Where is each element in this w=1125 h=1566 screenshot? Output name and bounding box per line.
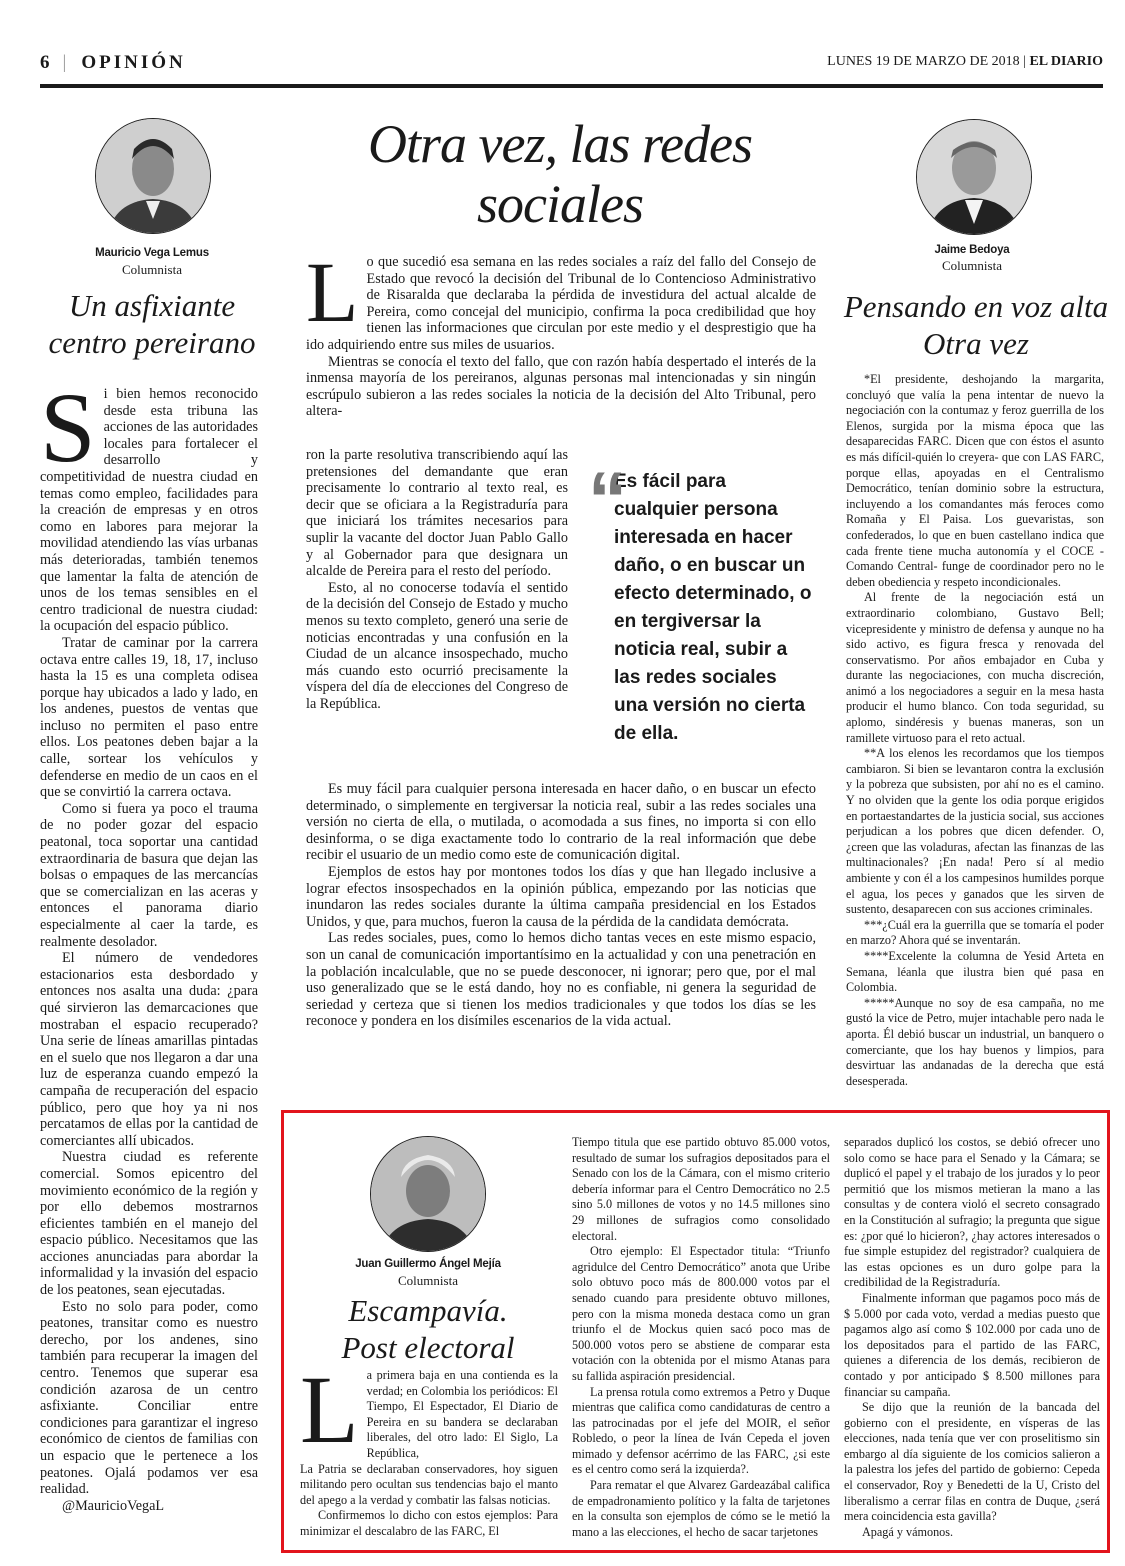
quote-mark-icon: “ <box>588 455 627 543</box>
paragraph: ****Excelente la columna de Yesid Arteta en Semana, léanla que ilustra bien qué pasa en Colombia. <box>846 948 1104 995</box>
column-title-line: Pensando en voz alta <box>843 289 1109 324</box>
paragraph: La Patria se declaraban conservadores, hoy siguen militando pero ocultan sus tendencias bajo el manto del apego a la verdad y combatir las falsas noticias. <box>300 1461 558 1507</box>
paragraph: Es muy fácil para cualquier persona interesada en hacer daño, o en buscar un efecto determinado, o simplemente en tergiversar la noticia real, subir a las redes sociales una versión no cierta de ella, o mutilada, o acomodada a sus fines, no importa si con ello desinforma, o se diga exactamente todo lo contrario de la real información que debe recibir el usuario de un medio como este de comunicación digital. <box>306 781 816 864</box>
pull-quote-text: Es fácil para cualquier persona interesada en hacer daño, o en buscar un efecto determinado, o en tergiversar la noticia real, subir a las redes sociales una versión no cierta de ella. <box>614 471 812 744</box>
portrait-icon <box>96 119 210 233</box>
author-name: Juan Guillermo Ángel Mejía <box>355 1258 501 1270</box>
paragraph: Apagá y vámonos. <box>862 1524 954 1539</box>
column-title <box>836 288 1116 362</box>
section-name: OPINIÓN <box>81 52 186 73</box>
drop-cap: L <box>300 1356 359 1463</box>
paragraph: Tiempo titula que ese partido obtuvo 85.000 votos, resultado de sumar los sufragios depositados para el Senado con los de la Cámara, con el mismo criterio debería informar para el Centro Democrático no 2.5 sino 5.0 millones de votos y no 14.5 millones sino 29 millones de sufragios como consolidado electoral. <box>572 1135 830 1243</box>
paragraph: Nuestra ciudad es referente comercial. Somos epicentro del movimiento económico de la región y por ello debemos mostrarnos eficientes también en el manejo del espacio público. Necesitamos que las acciones anunciadas para abordar la informalidad y la invasión del espacio de los peatones, sean ejecutadas. <box>40 1149 258 1299</box>
column-body-vega <box>40 372 258 1514</box>
paragraph: Ejemplos de estos hay por montones todos los días y que han llegado inclusive a lograr efectos insospechados en la opinión pública, empezando por las noticias que inundaron las redes sociales durante la última campaña presidencial en los Estados Unidos, y que, para muchos, fueron la causa de la pérdida de la candidata demócrata. <box>306 863 816 930</box>
author-role: Columnista <box>122 262 182 277</box>
column-title <box>300 1292 556 1366</box>
author-role: Columnista <box>942 258 1002 273</box>
author-role: Columnista <box>398 1273 458 1288</box>
paragraph: Mientras se conocía el texto del fallo, que con razón había despertado el interés de la inmensa mayoría de los pereiranos, algunas personas mal intencionadas y sin ningún escrúpulo subieron a las redes sociales la noticia de la decisión del Alto Tribunal, pero altera- <box>306 353 816 420</box>
article-headline <box>290 114 830 234</box>
author-name: Jaime Bedoya <box>934 244 1010 256</box>
paragraph: Tratar de caminar por la carrera octava entre calles 19, 18, 17, incluso hasta la 15 es una completa odisea porque hay ubicados a lado y lado, en los andenes, puestos de ventas que incluso no permiten el paso entre ellos. Los peatones deben bajar a la calle, sortear los vehículos y defenderse en medio de un caos en el que se convirtió la carrera octava. <box>40 634 258 801</box>
column-body-bedoya <box>846 372 1104 1089</box>
drop-cap: L <box>306 244 359 340</box>
column-title-line: Otra vez <box>923 326 1029 361</box>
paragraph: La prensa rotula como extremos a Petro y Duque mientras que califica como candidaturas de centro a las patrocinadas por el jefe del MOIR, el señor Robledo, o peor la línea de Iván Cepeda el joven mimado y defensor acérrimo de las FARC, ¿si este es el centro como será la izquierda?. <box>572 1384 830 1477</box>
author-name: Mauricio Vega Lemus <box>95 247 209 259</box>
paragraph: Finalmente informan que pagamos poco más de $ 5.000 por cada voto, verdad a medias puesto que pagamos algo así como $ 102.000 por cada uno de los depositados para el partido de las FARC, quienes a diferencia de los demás, recibieron de contado y por anticipado $ 8.500 millones para financiar su campaña. <box>844 1290 1100 1399</box>
article-body-narrow <box>306 447 568 713</box>
paragraph: Esto, al no conocerse todavía el sentido de la decisión del Consejo de Estado y mucho menos su texto completo, generó una serie de noticias encontradas y una confusión en la Ciudad de un alcance insospechado, mucho más cuando esto ocurrió precisamente la víspera del día de elecciones del Congreso de la República. <box>306 579 568 712</box>
paragraph: El número de vendedores estacionarios esta desbordado y entonces nos asalta una duda: ¿para qué sirvieron las demarcaciones que mostraban el espacio recuperado? Una serie de líneas amarillas pintadas en el suelo que nos llegaron a dar una luz de esperanza cuando empezó la campaña de recuperación del espacio público, pero que hoy ya ni nos percatamos de ellas por la cantidad de comerciantes allí ubicados. <box>40 950 258 1149</box>
author-photo-angel <box>370 1136 486 1252</box>
column-body-angel-3 <box>844 1135 1100 1540</box>
headline-line: Otra vez, las redes <box>368 114 752 174</box>
header-rule <box>40 84 1103 88</box>
column-title-line: Post electoral <box>341 1330 515 1365</box>
paragraph: separados duplicó los costos, se debió ofrecer uno solo como se hace para el Senado y la Cámara; se duplicó el papel y el trabajo de los jurados y lo peor permitió que los mismos metieran la mano a las consultas y de contera violó el secreto consagrado en la Constitución al sufragio; la pregunta que sigue es: ¿por qué lo hicieron?, ¿hay actores interesados o fue simple estupidez del registrador? cualquiera de las estas opciones es un duro golpe para la credibilidad de la Registraduría. <box>844 1135 1100 1290</box>
page-header-right: LUNES 19 DE MARZO DE 2018 | EL DIARIO <box>827 54 1103 69</box>
paragraph: Esto no solo para poder, como peatones, transitar como es nuestro derecho, por los andenes, sino también para recuperar la imagen del centro. Tenemos que superar esa condición azarosa de un centro asfixiante. Conciliar entre condiciones para garantizar el ingreso económico de cientos de familias con un espacio que le pertenece a los peatones. Ojalá podamos ver esa realidad. <box>40 1298 258 1498</box>
issue-date: LUNES 19 DE MARZO DE 2018 <box>827 54 1020 69</box>
page-number: 6 <box>40 52 53 73</box>
column-title-line: Escampavía. <box>348 1293 508 1328</box>
column-body-angel-2 <box>572 1135 830 1540</box>
paragraph: Para rematar el que Alvarez Gardeazábal califica de empadronamiento político y la falta de tarjetones en la consulta son ejemplos de cómo se le metió la mano a las elecciones, el hecho de sacar tarjetones <box>572 1478 830 1539</box>
paragraph: ***¿Cuál era la guerrilla que se tomaría el poder en marzo? Ahora qué se inventarán. <box>846 917 1104 948</box>
article-body-top <box>306 244 816 420</box>
paragraph: Confirmemos lo dicho con estos ejemplos: Para minimizar el descalabro de las FARC, El <box>300 1508 558 1538</box>
column-title <box>40 287 264 361</box>
paragraph: a primera baja en una contienda es la verdad; en Colombia los periódicos: El Tiempo, El Espectador, El Diario de Pereira en su bandera se declaraban liberales, del otro lado: El Siglo, La República, <box>366 1368 558 1460</box>
portrait-icon <box>371 1137 485 1251</box>
page-header-left <box>40 52 186 74</box>
paragraph: i bien hemos reconocido desde esta tribuna las acciones de las autoridades locales para fortalecer el desarrollo y competitividad de nuestra ciudad en temas como empleo, facilidades para la creación de empresas y en otros como en labores para mejorar la movilidad atendiendo las vías urbanas más deterioradas, también tenemos que lamentar la falta de atención de unos de los temas sensibles en el centro tradicional de nuestra ciudad: la ocupación del espacio público. <box>40 386 258 635</box>
drop-cap: S <box>40 372 96 483</box>
portrait-icon <box>917 120 1031 234</box>
paragraph: ron la parte resolutiva transcribiendo aquí las pretensiones del demandante que eran precisamente lo contrario al texto real, es decir que se oficiara a la Registraduría para que iniciará los trámites necesarios para suplir la vacante del doctor Juan Pablo Gallo y al Gobernador para que designara un alcalde de Pereira para el resto del período. <box>306 447 568 580</box>
paragraph: *El presidente, deshojando la margarita, concluyó que valía la pena intentar de nuevo la negociación con la contumaz y feroz guerrilla de los Elenos, surgida por la misma época que las desaparecidas FARC. Dicen que con éstos el asunto es más difícil-quién lo creyera- que con LAS FARC, porque ellas, apoyadas en el Centralismo Democrático, tenían dominio sobre la estructura, incluyendo a los comandantes más feroces como Romaña y El Paisa. Los guevaristas, son confederados, lo que en buen castellano indica que cada frente tiene mucha autonomía y el COCE -Comando Central- funge de coordinador pero no le deben obediencia y respeto incondicionales. <box>846 372 1104 589</box>
headline-line: sociales <box>477 174 643 234</box>
paragraph: *****Aunque no soy de esa campaña, no me gustó la vice de Petro, mujer intachable pero nada le aporta. Él debió buscar un industrial, un banquero o comerciante, que los hay buenos y limpios, para desvirtuar las andanadas de la derecha que está desesperada. <box>846 995 1104 1088</box>
paragraph: Las redes sociales, pues, como lo hemos dicho tantas veces en este mismo espacio, son un canal de comunicación importantísimo en la actualidad y con una penetración en la población incalculable, que no se puede desconocer, ni ignorar; pero que, por el mal uso generalizado que se le está dando, hoy no es confiable, ni genera la seguridad de seriedad y certeza que si tienen los medios tradicionales y que todos los días se les reconoce y pondera en los disímiles escenarios de la vida actual. <box>306 930 816 1030</box>
pull-quote <box>588 455 813 748</box>
paragraph: Al frente de la negociación está un extraordinario colombiano, Gustavo Bell; vicepresidente y ministro de defensa y aunque no ha sido activo, es figura fresca y renovada del conservatismo. Por años embajador en Cuba y durante las negociaciones, con mucha discreción, animó a los negociadores a seguir en la mesa hasta producir el humo blanco. Con toda seguridad, su aplomo, sindéresis y buenas maneras, son un ramillete virtuoso para el reto actual. <box>846 590 1104 745</box>
twitter-handle: @MauricioVegaL <box>62 1497 165 1514</box>
header-divider: | <box>62 52 70 73</box>
paragraph: Otro ejemplo: El Espectador titula: “Triunfo agridulce del Centro Democrático” anota que Uribe solo obtuvo poco más de 800.000 votos par el senado cuando para presidente obtuvo millones, pero con la misma moneda destaca como un gran triunfo el de Mockus quien sacó poco mas de 500.000 votos pero se abstiene de comparar esta votación con la obtenida por el mismo Atanas para su fallida aspiración presidencial. <box>572 1244 830 1383</box>
author-photo-vega <box>95 118 211 234</box>
paragraph: o que sucedió esa semana en las redes sociales a raíz del fallo del Consejo de Estado que revocó la decisión del Tribunal de lo Contencioso Administrativo de Risaralda que declaraba la pérdida de investidura del actual alcalde de Pereira, como concejal del municipio, confirma la poca credibilidad que hoy tienen las informaciones que circulan por este medio y el desprestigio que ha ido adquiriendo entre sus miles de usuarios. <box>306 254 816 353</box>
paragraph: **A los elenos les recordamos que los tiempos cambiaron. Si bien se levantaron contra la exclusión y la pobreza que subsisten, por ahí no es el camino. Y no olviden que la gente los odia porque erigidos en portaestandartes de la justicia social, sus acciones perjudican a los pobres que dicen defender. O, ¿creen que las voladuras, afectan las finanzas de las multinacionales? ¡En nada! Pero sí al medio ambiente y con él a los campesinos humildes porque el agua, los peces y ganados que les sirven de sustento, desaparecen con sus acciones criminales. <box>846 746 1104 917</box>
column-title-line: centro pereirano <box>48 325 256 360</box>
column-title-line: Un asfixiante <box>68 288 236 323</box>
newspaper-name: EL DIARIO <box>1029 54 1103 69</box>
paragraph: Se dijo que la reunión de la bancada del gobierno con el presidente, en vísperas de las elecciones, nada tenía que ver con proselitismo sin embargo al día siguiente de los comicios salieron a la palestra los jefes del partido de gobierno: Cepeda el conservador, Roy y Benedetti de la U, Cristo del liberalismo a cerrar filas en contra de Duque, ¿será mera coincidencia esta gavilla? <box>844 1400 1100 1524</box>
article-body-bottom <box>306 781 816 1030</box>
author-photo-bedoya <box>916 119 1032 235</box>
paragraph: Como si fuera ya poco el trauma de no poder gozar del espacio peatonal, toca soportar una cantidad extraordinaria de basura que dejan las bolsas o empaques de las mercancías que se comercializan en las aceras y entonces el panorama diario especialmente al caer la tarde, es realmente desolador. <box>40 800 258 950</box>
column-body-angel-1 <box>300 1356 558 1540</box>
